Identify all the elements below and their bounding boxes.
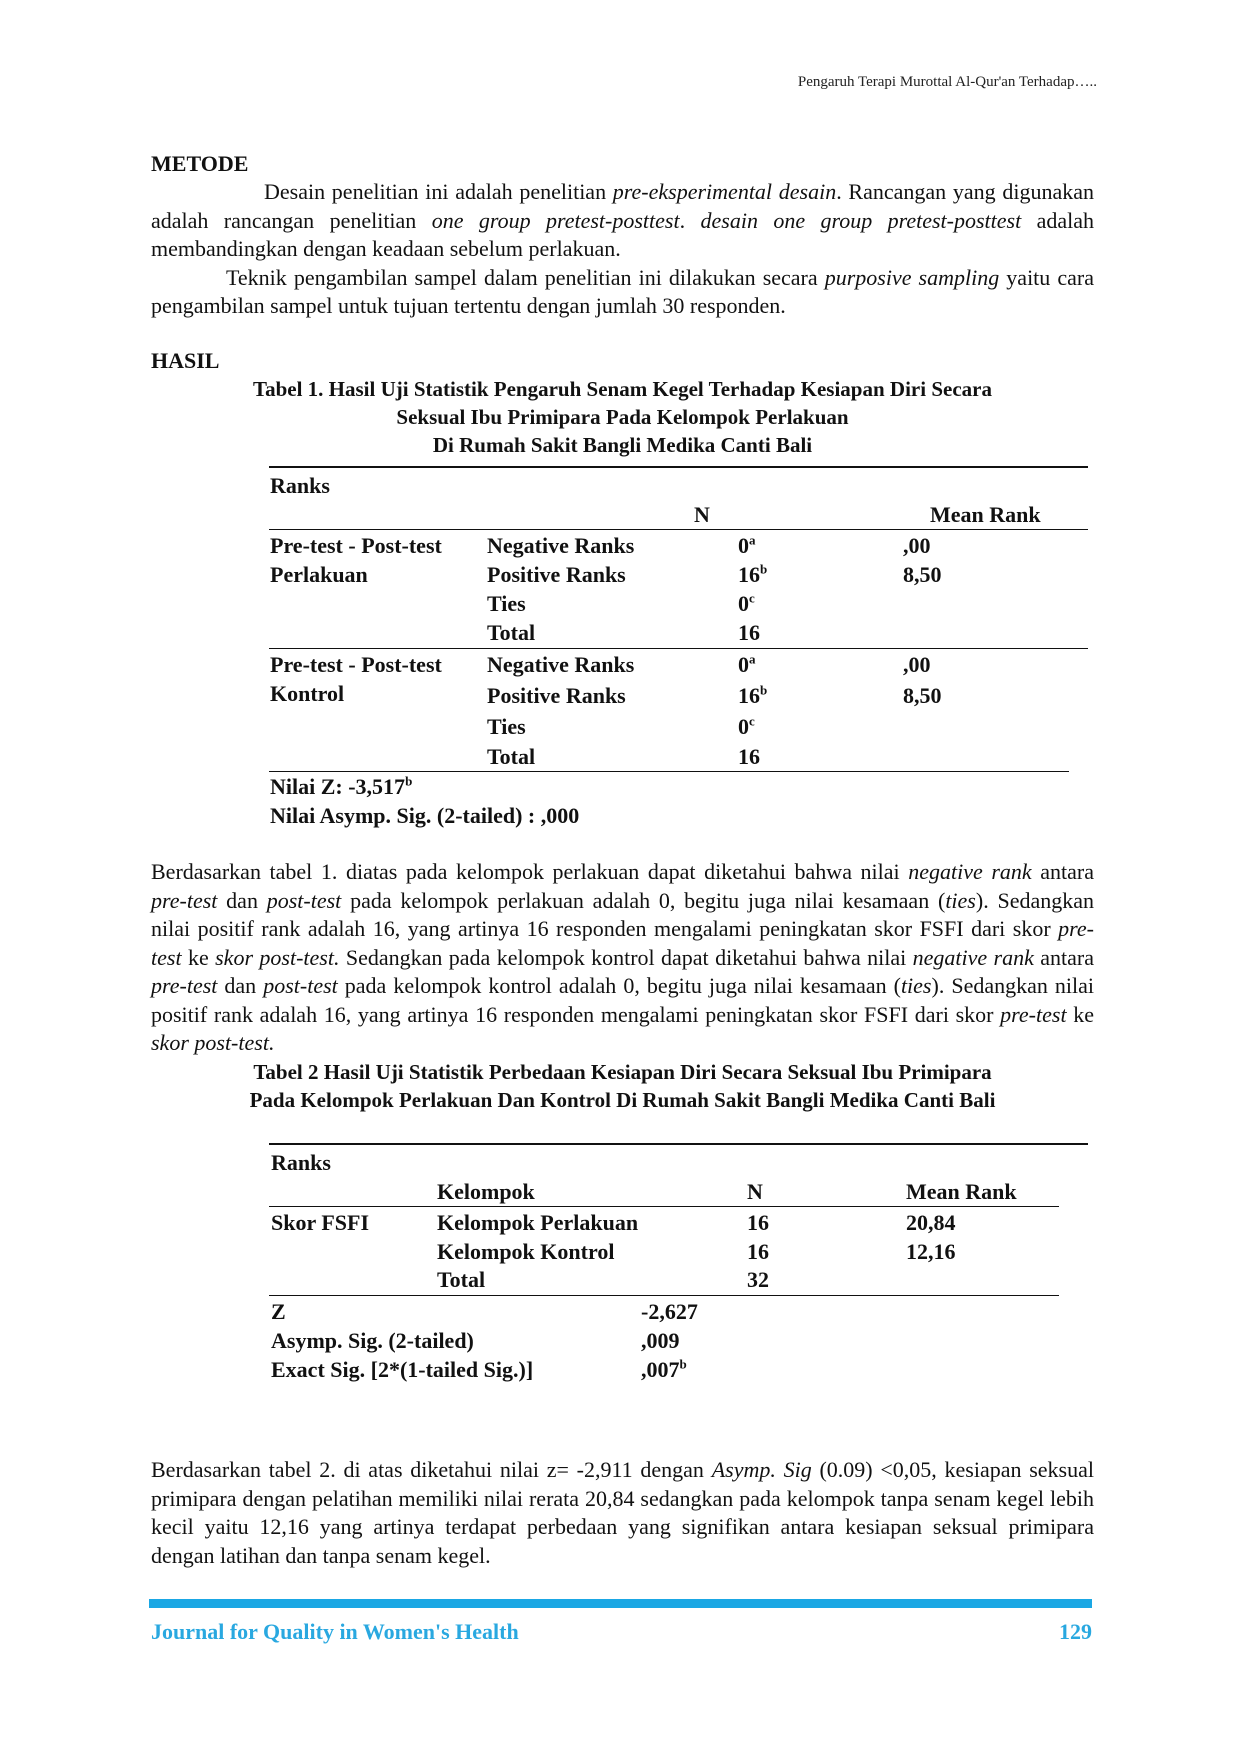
table2-row-n: 32	[747, 1267, 769, 1292]
table1-row-n	[738, 713, 755, 741]
text-run: antara	[1031, 859, 1094, 884]
table1-row-n: 16	[738, 620, 760, 645]
table1-row-label: Positive Ranks	[487, 562, 626, 587]
table2	[269, 1143, 1088, 1383]
footnote-marker: b	[760, 561, 768, 577]
text-run: Berdasarkan tabel 1. diatas pada kelompok perlakuan dapat diketahui bahwa nilai	[151, 859, 909, 884]
table1-title-line-1: Tabel 1. Hasil Uji Statistik Pengaruh Senam Kegel Terhadap Kesiapan Diri Secara	[253, 376, 992, 401]
n-value: 0	[738, 714, 749, 739]
text-run: (0.09) <0,05, kesiapan seksual primipara dengan pelatihan memiliki nilai rerata 20,84 sedangkan pada kelompok tanpa senam kegel lebih kecil yaitu 12,16 yang artinya terdapat perbedaan yang signifikan antara kesiapan seksual primipara dengan latihan dan tanpa senam kegel.	[151, 1457, 1094, 1568]
table1-row-n: 16	[738, 744, 760, 769]
text-run-italic: skor post-test.	[215, 944, 340, 970]
table1-group1-label-line1: Pre-test - Post-test	[270, 533, 442, 558]
text-run-italic: post-test	[263, 973, 338, 998]
table1-row-label: Ties	[487, 591, 526, 616]
table1-group2-label-line2: Kontrol	[270, 681, 345, 706]
table2-stat-label: Exact Sig. [2*(1-tailed Sig.)]	[271, 1357, 534, 1382]
text-run: Sedangkan pada kelompok kontrol dapat diketahui bahwa nilai	[339, 944, 913, 970]
table2-header-n: N	[747, 1179, 763, 1204]
table2-stats-rule	[269, 1295, 1059, 1296]
text-run-italic: negative rank	[912, 944, 1034, 970]
table1-title-line-3: Di Rumah Sakit Bangli Medika Canti Bali	[432, 432, 813, 457]
footer-journal-name: Journal for Quality in Women's Health	[151, 1619, 519, 1644]
n-value: 0	[738, 533, 749, 558]
text-run-italic: pre-test	[151, 973, 218, 998]
table1-row-mean: 8,50	[903, 562, 942, 587]
table2-row-mean: 12,16	[906, 1239, 956, 1264]
table2-row-mean: 20,84	[906, 1210, 956, 1235]
table1-row-mean: ,00	[903, 652, 931, 677]
table2-caption: Ranks	[271, 1150, 331, 1175]
paragraph-after-table2	[151, 1456, 1094, 1570]
text-run: dan	[217, 887, 267, 913]
text-run-italic: skor post-test.	[151, 1030, 275, 1055]
text-run-italic: one group pretest-posttest	[431, 207, 680, 233]
table2-row-n: 16	[747, 1239, 769, 1264]
table1-group-rule	[269, 648, 1088, 649]
table1-title-line-2: Seksual Ibu Primipara Pada Kelompok Perlakuan	[396, 404, 849, 429]
table1-header-mean-rank: Mean Rank	[930, 502, 1041, 527]
paragraph-after-table1	[151, 858, 1094, 1058]
table2-top-rule	[269, 1143, 1088, 1145]
table2-stat-value: -2,627	[641, 1299, 698, 1324]
footer-rule	[149, 1599, 1092, 1608]
n-value: 16	[738, 562, 760, 587]
table2-stat-value: ,009	[641, 1328, 680, 1353]
table1-caption: Ranks	[270, 473, 330, 498]
text-run-italic: ties	[900, 973, 932, 998]
text-run: adalah membandingkan dengan keadaan sebelum perlakuan.	[151, 207, 1095, 261]
text-run-italic: pre-eksperimental desain	[612, 179, 837, 204]
table1-row-mean: 8,50	[903, 683, 942, 708]
table2-stat-value	[641, 1356, 687, 1384]
table2-stat-label: Asymp. Sig. (2-tailed)	[271, 1328, 474, 1353]
table2-header-kelompok: Kelompok	[437, 1179, 535, 1204]
text-run-italic: pre-test	[151, 916, 1094, 970]
section-heading-metode: METODE	[151, 151, 249, 176]
text-run: pada kelompok kontrol adalah 0, begitu juga nilai kesamaan (	[337, 973, 901, 998]
text-run-italic: purposive sampling	[824, 264, 1000, 290]
table1-row-n	[738, 561, 767, 589]
table2-row-label: Total	[437, 1267, 486, 1292]
footnote-marker: c	[749, 590, 755, 606]
running-head: Pengaruh Terapi Murottal Al-Qur'an Terhadap…..	[797, 74, 1097, 90]
table1-row-n	[738, 590, 755, 618]
text-run-italic: pre-test	[151, 887, 218, 913]
text-run: ). Sedangkan nilai positif rank adalah 16, yang artinya 16 responden mengalami peningkatan skor FSFI dari skor	[151, 887, 1095, 941]
results-text-2	[151, 1456, 1094, 1570]
table2-row-label: Kelompok Perlakuan	[437, 1210, 639, 1235]
text-run: Desain penelitian ini adalah penelitian	[264, 179, 613, 204]
footer-page-number: 129	[1059, 1619, 1092, 1644]
text-run: yaitu cara pengambilan sampel untuk tujuan tertentu dengan jumlah 30 responden.	[151, 264, 1094, 318]
table1-row-label: Negative Ranks	[487, 533, 635, 558]
text-run: ke	[181, 944, 216, 970]
text-run-italic: post-test	[266, 887, 342, 913]
table2-title-line-1: Tabel 2 Hasil Uji Statistik Perbedaan Kesiapan Diri Secara Seksual Ibu Primipara	[253, 1059, 992, 1084]
text-run: . Rancangan yang digunakan adalah rancangan penelitian	[151, 179, 1094, 233]
table2-header-mean-rank: Mean Rank	[906, 1179, 1017, 1204]
text-run: Teknik pengambilan sampel dalam penelitian ini dilakukan secara	[226, 264, 825, 290]
n-value: 16	[738, 683, 760, 708]
table1-group1-label-line2: Perlakuan	[270, 562, 368, 587]
table1-row-n	[738, 532, 756, 560]
text-run-italic: desain one group pretest-posttest	[700, 207, 1022, 233]
results-text-1	[151, 858, 1094, 1114]
text-run-italic: negative rank	[908, 859, 1032, 884]
table1	[269, 466, 1088, 826]
text-run: ke	[1066, 1001, 1094, 1027]
table2-row-n: 16	[747, 1210, 769, 1235]
footnote-marker: a	[749, 532, 756, 548]
footnote-marker: c	[749, 713, 755, 729]
z-label: Nilai Z: -3,517	[270, 774, 406, 799]
table1-row-label: Total	[487, 620, 536, 645]
text-run: .	[679, 207, 701, 233]
table2-stat-label: Z	[271, 1299, 286, 1324]
text-run-italic: Asymp. Sig	[711, 1457, 812, 1482]
stat-value: ,007	[641, 1357, 680, 1382]
table1-bottom-rule	[269, 771, 1069, 772]
text-run-italic: ties	[945, 887, 976, 913]
table1-header-n: N	[694, 502, 710, 527]
table1-row-n	[738, 651, 756, 679]
text-run-italic: pre-test	[1000, 1001, 1067, 1027]
table1-z-value	[270, 773, 412, 801]
table2-title-line-2: Pada Kelompok Perlakuan Dan Kontrol Di Rumah Sakit Bangli Medika Canti Bali	[249, 1087, 996, 1112]
text-run: ). Sedangkan nilai positif rank adalah 16, yang artinya 16 responden mengalami peningkatan skor FSFI dari skor	[151, 973, 1094, 1027]
text-run: antara	[1033, 944, 1095, 970]
table2-row-label: Kelompok Kontrol	[437, 1239, 615, 1264]
footnote-marker: b	[760, 682, 768, 698]
table1-row-label: Total	[487, 744, 536, 769]
footnote-marker: a	[749, 651, 756, 667]
table1-sig-value: Nilai Asymp. Sig. (2-tailed) : ,000	[270, 803, 580, 828]
main-content	[151, 150, 1094, 459]
text-run: pada kelompok perlakuan adalah 0, begitu juga nilai kesamaan (	[341, 887, 946, 913]
metode-paragraph-1	[151, 178, 1094, 264]
footnote-marker: b	[679, 1356, 687, 1372]
table1-row-mean: ,00	[903, 533, 931, 558]
table2-header-rule	[269, 1206, 1059, 1207]
section-heading-hasil: HASIL	[151, 347, 220, 373]
table1-row-n	[738, 682, 767, 710]
table1-row-label: Ties	[487, 714, 526, 739]
table1-group2-label-line1: Pre-test - Post-test	[270, 652, 442, 677]
table1-header-rule	[269, 529, 1088, 530]
table1-row-label: Negative Ranks	[487, 652, 635, 677]
footnote-marker: b	[405, 773, 413, 789]
n-value: 0	[738, 652, 749, 677]
text-run: dan	[217, 973, 264, 998]
table2-row-group-label: Skor FSFI	[271, 1210, 370, 1235]
metode-paragraph-2	[151, 264, 1094, 321]
table1-top-rule	[269, 466, 1088, 468]
table1-row-label: Positive Ranks	[487, 683, 626, 708]
text-run: Berdasarkan tabel 2. di atas diketahui nilai z= -2,911 dengan	[151, 1457, 712, 1482]
n-value: 0	[738, 591, 749, 616]
